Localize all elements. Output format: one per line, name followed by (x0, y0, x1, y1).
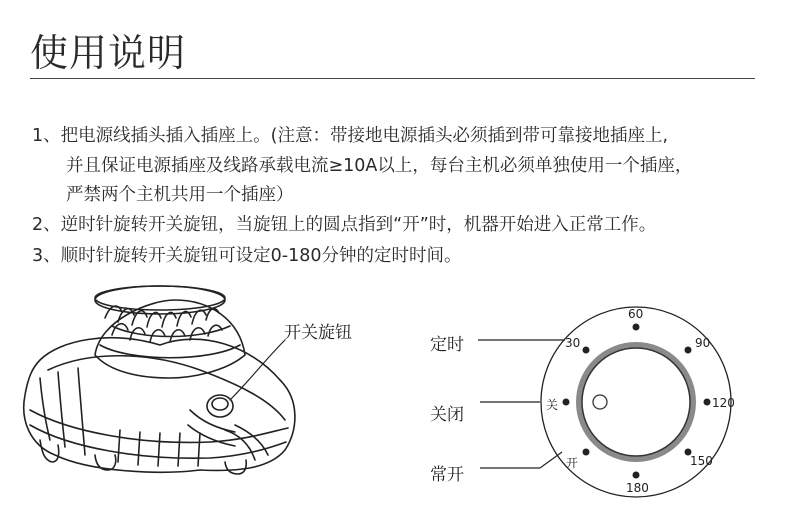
instruction-2: 2、逆时针旋转开关旋钮，当旋钮上的圆点指到“开”时，机器开始进入正常工作。 (32, 215, 657, 235)
dial-mark-on: 开 (566, 456, 579, 470)
dial-mark-180: 180 (626, 481, 649, 495)
instruction-1-line-2: 并且保证电源插座及线路承载电流≥10A以上，每台主机必须单独使用一个插座， (66, 156, 693, 176)
instruction-1-line-1: 1、把电源线插头插入插座上。(注意：带接地电源插头必须插到带可靠接地插座上, (32, 126, 669, 146)
page-title: 使用说明 (30, 31, 187, 75)
dial-label-always-on: 常开 (430, 465, 464, 485)
dial-mark-off: 关 (546, 398, 559, 412)
dial-mark-120: 120 (712, 396, 735, 410)
dial-label-off: 关闭 (430, 405, 464, 425)
instruction-3: 3、顺时针旋转开关旋钮可设定0-180分钟的定时时间。 (32, 246, 462, 266)
dial-mark-90: 90 (695, 336, 711, 350)
knob-label: 开关旋钮 (284, 323, 352, 343)
dial-label-timer: 定时 (430, 335, 464, 355)
dial-mark-30: 30 (565, 336, 581, 350)
dial-mark-150: 150 (690, 454, 713, 468)
dial-mark-60: 60 (628, 307, 644, 321)
instruction-1-line-3: 严禁两个主机共用一个插座） (66, 185, 294, 205)
